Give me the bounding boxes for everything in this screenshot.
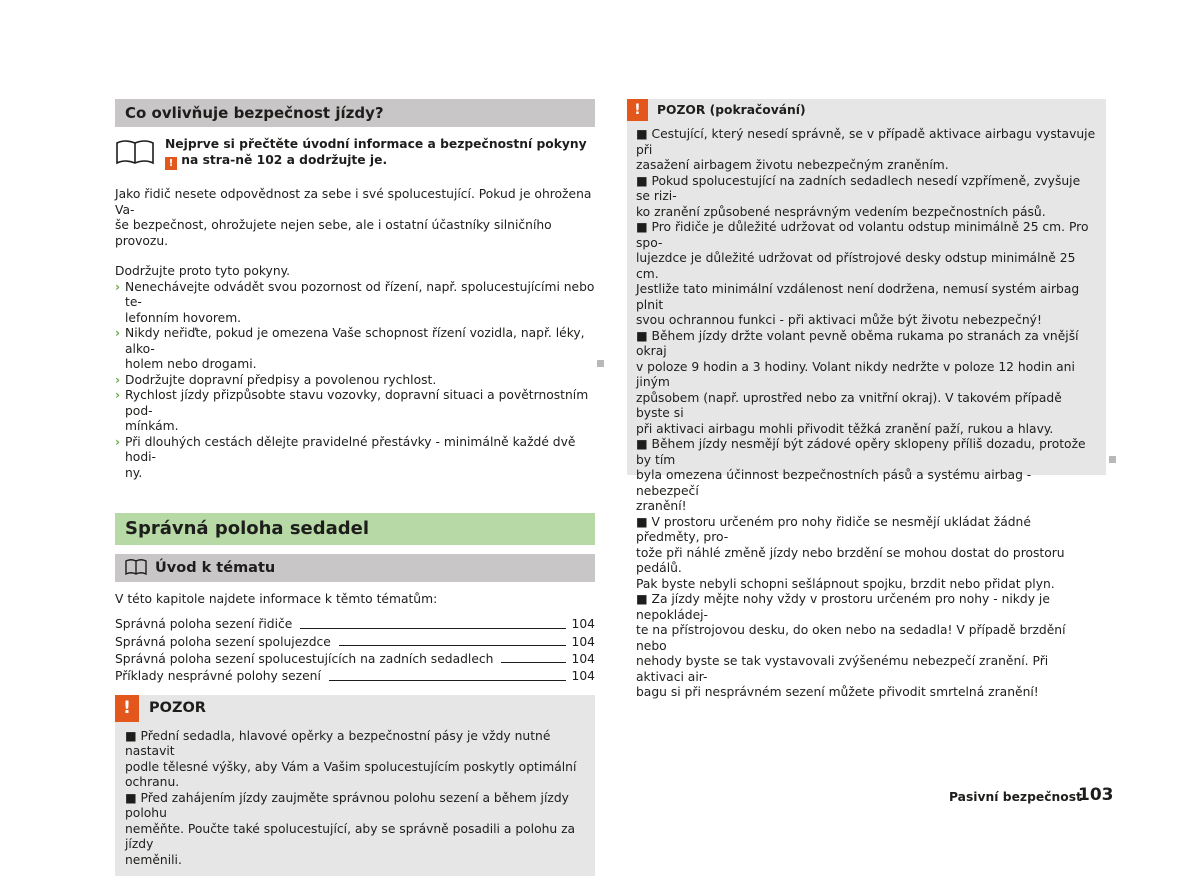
toc-intro: V této kapitole najdete informace k těmto tématům: xyxy=(115,592,438,606)
toc-entry[interactable] xyxy=(115,616,595,633)
warning-line: bagu si při nesprávném sezení můžete přivodit smrtelná zranění! xyxy=(636,685,1039,699)
section-end-marker xyxy=(1109,456,1116,463)
warning-title: POZOR xyxy=(149,699,206,716)
list-item-line: mínkám. xyxy=(125,419,179,433)
leader-line xyxy=(501,662,565,663)
warning-continued-header xyxy=(627,99,1106,121)
warning-line: neměnili. xyxy=(125,852,182,867)
warning-line: ko zranění způsobené nesprávným vedením bezpečnostních pásů. xyxy=(636,204,1046,219)
warning-line: podle tělesné výšky, aby Vám a Vašim spolucestujícím poskytly optimální xyxy=(125,759,577,774)
chevron-right-icon: › xyxy=(115,326,121,340)
book-icon xyxy=(125,559,147,575)
list-item-line: lefonním hovorem. xyxy=(125,310,242,325)
table-of-contents xyxy=(115,616,595,685)
warning-continued-body xyxy=(627,121,1106,701)
list-item-line: Při dlouhých cestách dělejte pravidelné přestávky - minimálně každé dvě hodi- xyxy=(125,434,576,464)
chevron-right-icon: › xyxy=(115,372,121,387)
warning-line: ■ Pokud spolucestující na zadních sedadlech nesedí vzpřímeně, zvyšuje se rizi- xyxy=(636,173,1081,203)
warning-icon: ! xyxy=(165,157,177,170)
warning-line: ■ Během jízdy držte volant pevně oběma rukama po stranách za vnější okraj xyxy=(636,328,1079,358)
intro-heading xyxy=(115,554,595,582)
warning-line: neměňte. Poučte také spolucestující, aby se správně posadili a polohu za jízdy xyxy=(125,821,576,852)
warning-line: ■ Pro řidiče je důležité udržovat od volantu odstup minimálně 25 cm. Pro spo- xyxy=(636,220,1089,250)
warning-header xyxy=(115,695,595,722)
warning-line: ■ Za jízdy mějte nohy vždy v prostoru určeném pro nohy - nikdy je nepokládej- xyxy=(636,592,1050,622)
chapter-heading: Správná poloha sedadel xyxy=(115,513,595,545)
left-column xyxy=(115,99,595,876)
list-item xyxy=(115,326,595,373)
section-heading: Co ovlivňuje bezpečnost jízdy? xyxy=(115,99,595,127)
list-item-line: Rychlost jízdy přizpůsobte stavu vozovky, dopravní situaci a povětrnostním pod- xyxy=(125,388,589,418)
instructions-paragraph: Dodržujte proto tyto pokyny. xyxy=(115,264,291,278)
list-item xyxy=(115,373,595,389)
list-item-line: holem nebo drogami. xyxy=(125,357,257,371)
toc-entry-page: 104 xyxy=(571,669,595,684)
book-icon xyxy=(115,139,155,165)
intro-heading-label: Úvod k tématu xyxy=(155,560,276,576)
instruction-list xyxy=(115,280,595,482)
warning-line: zranění! xyxy=(636,499,687,513)
warning-line: byla omezena účinnost bezpečnostních pásů a systému airbag - nebezpečí xyxy=(636,468,1032,498)
page-number: 103 xyxy=(1078,785,1114,805)
warning-icon: ! xyxy=(627,99,648,121)
warning-line: při aktivaci airbagu mohli přivodit těžká zranění paží, rukou a hlavy. xyxy=(636,421,1054,436)
warning-line: svou ochrannou funkci - při aktivaci může být životu nebezpečný! xyxy=(636,313,1042,327)
paragraph-line: Jako řidič nesete odpovědnost za sebe i své spolucestující. Pokud je ohrožena Va- xyxy=(115,187,592,217)
warning-body xyxy=(115,722,595,875)
leader-line xyxy=(329,680,566,681)
warning-line: ochranu. xyxy=(125,775,180,790)
warning-icon: ! xyxy=(115,695,139,722)
read-first-note xyxy=(115,137,595,171)
warning-line: ■ Před zahájením jízdy zaujměte správnou polohu sezení a během jízdy polohu xyxy=(125,790,569,821)
warning-line: zasažení airbagem životu nebezpečným zraněním. xyxy=(636,158,949,172)
toc-entry-title: Příklady nesprávné polohy sezení xyxy=(115,669,321,684)
leader-line xyxy=(339,645,566,646)
toc-entry-title: Správná poloha sezení řidiče xyxy=(115,617,293,632)
chevron-right-icon: › xyxy=(115,388,121,402)
toc-entry-title: Správná poloha sezení spolujezdce xyxy=(115,634,331,649)
chevron-right-icon: › xyxy=(115,434,121,449)
warning-continued-title: POZOR (pokračování) xyxy=(657,103,806,117)
warning-line: ■ Cestující, který nesedí správně, se v případě aktivace airbagu vystavuje při xyxy=(636,127,1096,157)
toc-entry[interactable] xyxy=(115,633,595,650)
note-text-1: Nejprve si přečtěte úvodní informace a bezpečnostní pokyny xyxy=(165,137,587,151)
warning-line: te na přístrojovou desku, do oken nebo na sedadla! V případě brzdění nebo xyxy=(636,623,1066,653)
footer-section-title: Pasivní bezpečnost xyxy=(949,790,1082,804)
warning-line: ■ Během jízdy nesmějí být zádové opěry sklopeny příliš dozadu, protože by tím xyxy=(636,437,1086,467)
toc-entry[interactable] xyxy=(115,650,595,667)
note-text-2: na stra-ně 102 a dodržujte je. xyxy=(177,152,388,167)
warning-line: Jestliže tato minimální vzdálenost není dodržena, nemusí systém airbag plnit xyxy=(636,282,1080,312)
toc-entry-page: 104 xyxy=(571,651,595,666)
list-item-line: Nikdy neřiďte, pokud je omezena Vaše schopnost řízení vozidla, např. léky, alko- xyxy=(125,326,585,356)
chevron-right-icon: › xyxy=(115,279,121,294)
responsibility-paragraph xyxy=(115,187,595,249)
warning-continued-box xyxy=(627,99,1106,699)
warning-box xyxy=(115,695,595,876)
list-item-line: Dodržujte dopravní předpisy a povolenou rychlost. xyxy=(125,372,437,387)
warning-line: tože při náhlé změně jízdy nebo brzdění se mohou dostat do prostoru pedálů. xyxy=(636,545,1065,575)
warning-line: nehody byste se tak vystavovali zvýšenému nebezpečí zranění. Při aktivaci air- xyxy=(636,654,1049,684)
warning-line: ■ Přední sedadla, hlavové opěrky a bezpečnostní pásy je vždy nutné nastavit xyxy=(125,728,551,759)
warning-line: způsobem (např. uprostřed nebo za vnitřní okraj). V takovém případě byste si xyxy=(636,390,1062,420)
warning-line: lujezdce je důležité udržovat od přístrojové desky odstup minimálně 25 cm. xyxy=(636,251,1076,281)
list-item-line: ny. xyxy=(125,465,143,480)
leader-line xyxy=(300,628,565,629)
toc-entry-title: Správná poloha sezení spolucestujících na zadních sedadlech xyxy=(115,651,494,666)
toc-entry[interactable] xyxy=(115,667,595,684)
section-end-marker xyxy=(597,360,604,367)
right-column xyxy=(627,99,1106,699)
list-item-line: Nenechávejte odvádět svou pozornost od řízení, např. spolucestujícími nebo te- xyxy=(125,279,595,309)
warning-line: ■ V prostoru určeném pro nohy řidiče se nesmějí ukládat žádné předměty, pro- xyxy=(636,514,1031,544)
paragraph-line: še bezpečnost, ohrožujete nejen sebe, ale i ostatní účastníky silničního provozu. xyxy=(115,218,552,248)
list-item xyxy=(115,280,595,327)
list-item xyxy=(115,435,595,482)
toc-entry-page: 104 xyxy=(571,634,595,649)
warning-line: v poloze 9 hodin a 3 hodiny. Volant nikdy nedržte v poloze 12 hodin ani jiným xyxy=(636,359,1075,389)
toc-entry-page: 104 xyxy=(571,617,595,632)
list-item xyxy=(115,388,595,435)
warning-line: Pak byste nebyli schopni sešlápnout spojku, brzdit nebo přidat plyn. xyxy=(636,576,1055,591)
